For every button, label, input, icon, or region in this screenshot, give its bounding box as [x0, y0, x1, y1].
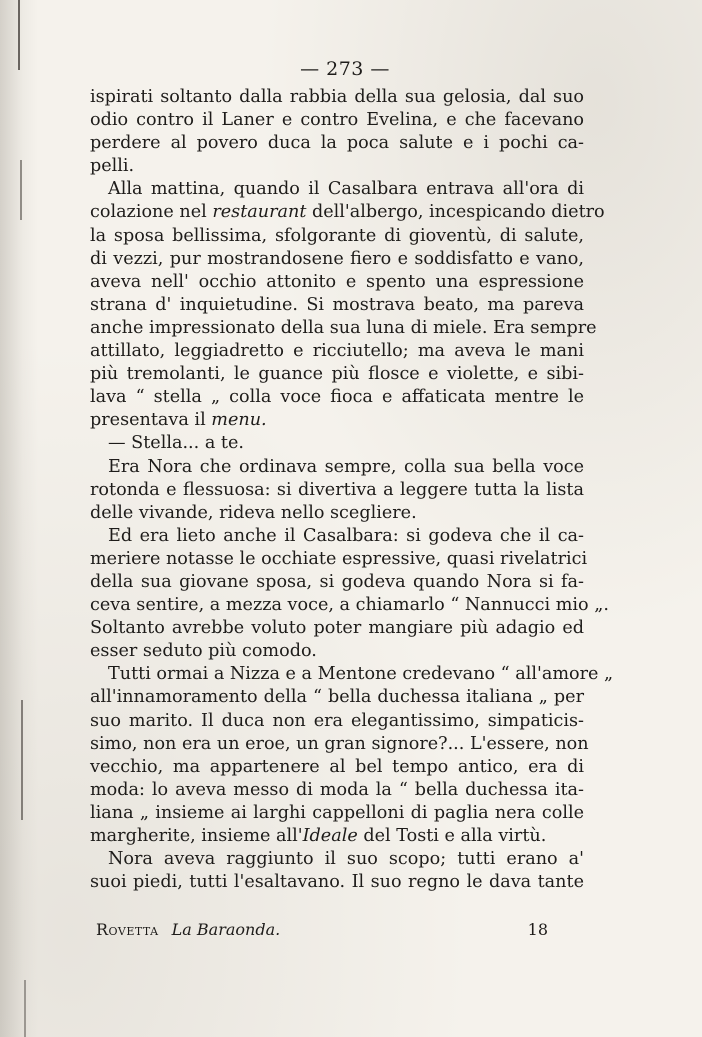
text-line: di vezzi, pur mostrandosene fiero e soddisfatto e vano, [90, 248, 584, 269]
text-line: Soltanto avrebbe voluto poter mangiare più adagio ed [90, 618, 584, 639]
text-line: ispirati soltanto dalla rabbia della sua gelosia, dal suo [90, 87, 584, 107]
text-line: più tremolanti, le guance più flosce e violette, e sibi- [90, 364, 584, 385]
text-line: ceva sentire, a mezza voce, a chiamarlo “ Nannucci mio „. [90, 595, 609, 616]
binding-mark [20, 160, 22, 220]
text-line: della sua giovane sposa, si godeva quando Nora si fa- [90, 571, 584, 592]
binding-shadow [0, 0, 38, 1037]
text-line: la sposa bellissima, sfolgorante di gioventù, di salute, [90, 225, 584, 246]
footer-book-title: La Baraonda. [171, 920, 281, 939]
text-segment: colazione nel [90, 202, 213, 223]
text-line: simo, non era un eroe, un gran signore?... L'essere, non [90, 733, 589, 754]
text-line: vecchio, ma appartenere al bel tempo antico, era di [90, 756, 584, 777]
page-footer [96, 918, 548, 942]
italic-word: Ideale [302, 826, 358, 846]
text-line [90, 825, 584, 848]
text-line: pelli. [90, 156, 135, 177]
text-line: Era Nora che ordinava sempre, colla sua bella voce [108, 456, 584, 477]
text-line: rotonda e flessuosa: si divertiva a leggere tutta la lista [90, 479, 584, 500]
text-line: esser seduto più comodo. [90, 641, 317, 662]
text-line: perdere al povero duca la poca salute e i pochi ca- [90, 133, 584, 154]
text-line: Tutti ormai a Nizza e a Mentone credevano “ all'amore „ [108, 664, 614, 685]
binding-mark [21, 700, 23, 820]
footer-author: Rovetta [96, 920, 159, 939]
text-line [90, 201, 605, 224]
body-text [90, 86, 614, 894]
text-line [90, 409, 584, 432]
text-line: anche impressionato della sua luna di miele. Era sempre [90, 317, 597, 338]
text-line: delle vivande, rideva nello scegliere. [90, 502, 417, 523]
text-segment: presentava il [90, 410, 212, 431]
text-line: odio contro il Laner e contro Evelina, e che facevano [90, 110, 584, 131]
italic-word: menu. [211, 410, 267, 431]
text-line: all'innamoramento della “ bella duchessa italiana „ per [90, 687, 584, 708]
text-line: — Stella... a te. [108, 433, 244, 454]
text-line: meriere notasse le occhiate espressive, quasi rivelatrici [90, 548, 588, 569]
page-number: — 273 — [300, 58, 390, 80]
text-line: liana „ insieme ai larghi cappelloni di paglia nera colle [90, 802, 584, 823]
text-line: aveva nell' occhio attonito e spento una espressione [90, 271, 584, 292]
italic-word: restaurant [212, 202, 307, 223]
text-line: suo marito. Il duca non era elegantissimo, simpaticis- [90, 710, 584, 731]
text-line: attillato, leggiadretto e ricciutello; ma aveva le mani [90, 341, 584, 362]
text-segment: del Tosti e alla virtù. [357, 826, 547, 846]
text-line: Ed era lieto anche il Casalbara: si godeva che il ca- [108, 525, 584, 546]
text-line: strana d' inquietudine. Si mostrava beato, ma pareva [90, 294, 584, 315]
text-line: moda: lo aveva messo di moda la “ bella duchessa ita- [90, 779, 584, 800]
footer-signature: 18 [527, 920, 548, 939]
text-line: Nora aveva raggiunto il suo scopo; tutti erano a' [108, 849, 584, 870]
text-segment: dell'albergo, incespicando dietro [306, 202, 605, 223]
text-segment: margherite, insieme all' [90, 826, 303, 846]
binding-mark [24, 980, 26, 1037]
text-line: lava “ stella „ colla voce fioca e affaticata mentre le [90, 387, 584, 408]
text-line: Alla mattina, quando il Casalbara entrava all'ora di [108, 179, 584, 200]
text-line: suoi piedi, tutti l'esaltavano. Il suo regno le dava tante [90, 872, 584, 893]
